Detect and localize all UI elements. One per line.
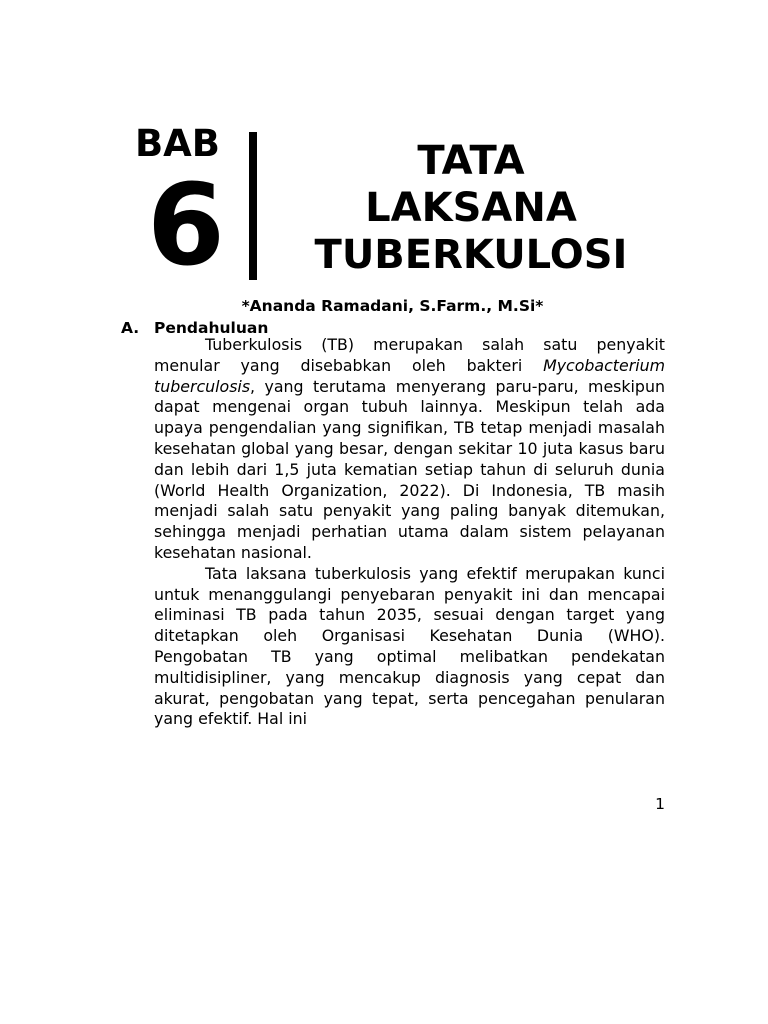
- chapter-title-line-3: TUBERKULOSI: [314, 232, 628, 278]
- section-title: Pendahuluan: [154, 319, 269, 337]
- chapter-title: [282, 138, 660, 279]
- section-letter: A.: [121, 319, 140, 337]
- author-line: *Ananda Ramadani, S.Farm., M.Si*: [241, 297, 544, 315]
- chapter-label: BAB: [134, 122, 221, 165]
- chapter-divider: [249, 132, 257, 280]
- page-number: 1: [655, 795, 665, 813]
- chapter-title-line-1: TATA: [417, 138, 525, 184]
- paragraph-1-species-name: Mycobacterium tuberculosis: [154, 355, 665, 396]
- paragraph-1-text-b: , yang terutama menyerang paru-paru, meskipun dapat mengenai organ tubuh lainnya. Meskipun telah ada upaya pengendalian yang signifikan, TB tetap menjadi masalah kesehatan global yang besar, dengan sekitar 10 juta kasus baru dan lebih dari 1,5 juta kematian setiap tahun di seluruh dunia (World Health Organization, 2022). Di Indonesia, TB masih menjadi salah satu penyakit yang paling banyak ditemukan, sehingga menjadi perhatian utama dalam sistem pelayanan kesehatan nasional.: [154, 376, 665, 562]
- paragraph-2: Tata laksana tuberkulosis yang efektif merupakan kunci untuk menanggulangi penyebaran penyakit ini dan mencapai eliminasi TB pada tahun 2035, sesuai dengan target yang ditetapkan oleh Organisasi Kesehatan Dunia (WHO). Pengobatan TB yang optimal melibatkan pendekatan multidisipliner, yang mencakup diagnosis yang cepat dan akurat, pengobatan yang tepat, serta pencegahan penularan yang efektif. Hal ini: [154, 563, 665, 729]
- paragraph-1-text-a: Tuberkulosis (TB) merupakan salah satu penyakit menular yang disebabkan oleh bakteri: [154, 335, 665, 375]
- paragraph-1: [154, 335, 665, 564]
- chapter-title-line-2: LAKSANA: [365, 185, 577, 231]
- body-text: [154, 335, 665, 730]
- chapter-number: 6: [147, 161, 225, 291]
